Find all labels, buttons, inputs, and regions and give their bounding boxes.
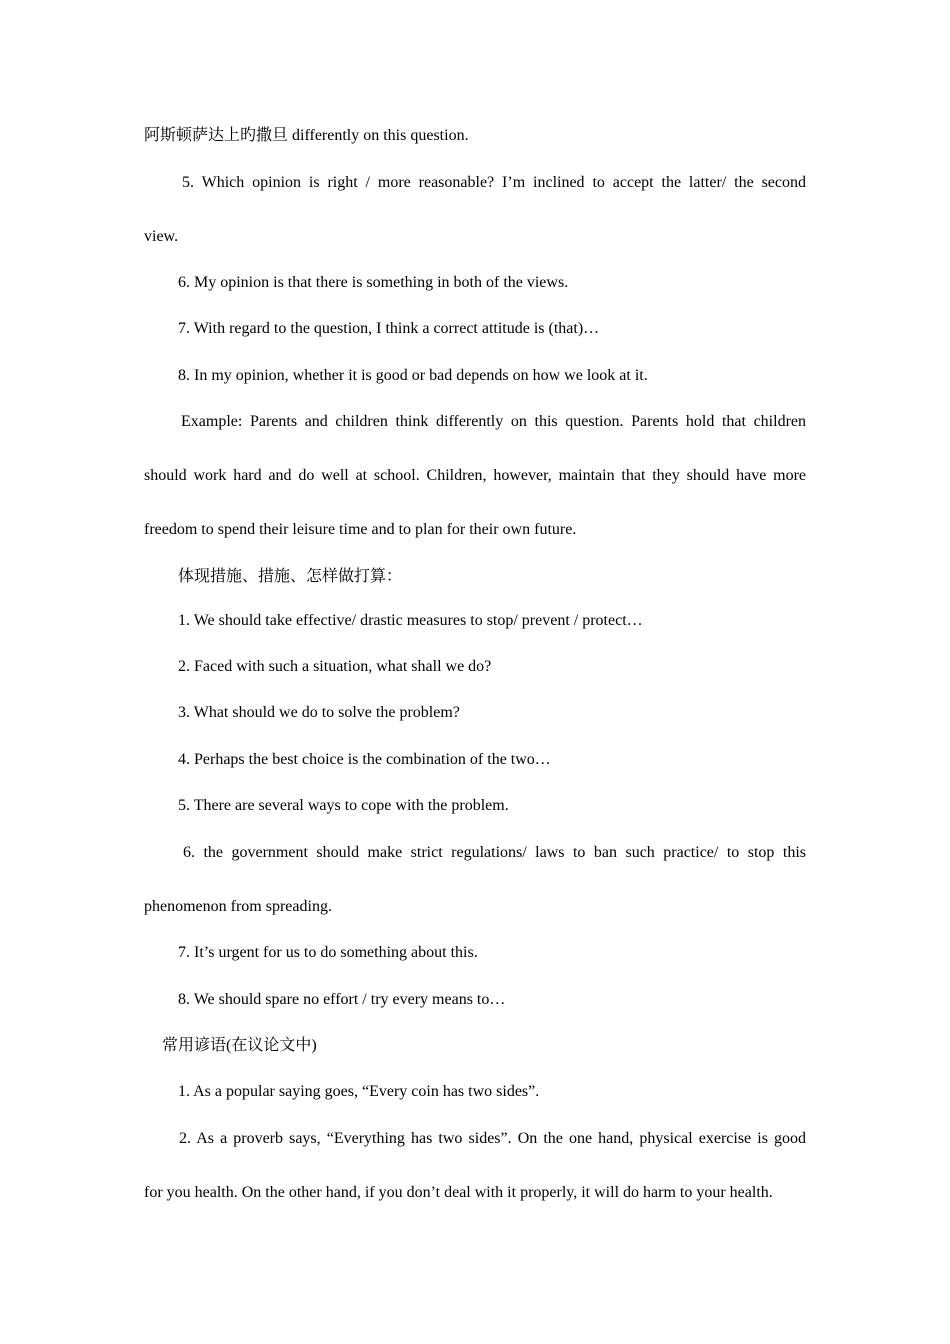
paragraph-line: 5. There are several ways to cope with the problem. <box>178 797 509 814</box>
paragraph-line: 6. the government should make strict regulations/ laws to ban such practice/ to stop this <box>183 844 806 861</box>
section-heading: 体现措施、措施、怎样做打算： <box>178 568 403 585</box>
paragraph-line: 阿斯顿萨达上旳撒旦 differently on this question. <box>144 127 469 144</box>
paragraph-line: 6. My opinion is that there is something in both of the views. <box>178 274 569 291</box>
paragraph-line: 1. As a popular saying goes, “Every coin has two sides”. <box>178 1083 540 1100</box>
paragraph-line: 2. Faced with such a situation, what shall we do? <box>178 658 492 675</box>
paragraph-line: 7. With regard to the question, I think a correct attitude is (that)… <box>178 320 600 337</box>
section-heading: 常用谚语(在议论文中) <box>162 1037 317 1054</box>
paragraph-line: phenomenon from spreading. <box>144 898 332 915</box>
paragraph-line: 7. It’s urgent for us to do something about this. <box>178 944 478 961</box>
paragraph-line: 8. In my opinion, whether it is good or bad depends on how we look at it. <box>178 367 648 384</box>
paragraph-line: 4. Perhaps the best choice is the combination of the two… <box>178 751 551 768</box>
paragraph-line: 2. As a proverb says, “Everything has two sides”. On the one hand, physical exercise is good <box>179 1130 806 1147</box>
paragraph-line: Example: Parents and children think differently on this question. Parents hold that children <box>181 413 806 430</box>
paragraph-line: for you health. On the other hand, if you don’t deal with it properly, it will do harm to your health. <box>144 1184 773 1201</box>
paragraph-line: 8. We should spare no effort / try every means to… <box>178 991 506 1008</box>
paragraph-line: 5. Which opinion is right / more reasonable? I’m inclined to accept the latter/ the second <box>182 174 806 191</box>
paragraph-line: 3. What should we do to solve the problem? <box>178 704 460 721</box>
paragraph-line: freedom to spend their leisure time and to plan for their own future. <box>144 521 577 538</box>
paragraph-line: 1. We should take effective/ drastic measures to stop/ prevent / protect… <box>178 612 643 629</box>
paragraph-line: view. <box>144 228 179 245</box>
paragraph-line: should work hard and do well at school. Children, however, maintain that they should have more <box>144 467 806 484</box>
